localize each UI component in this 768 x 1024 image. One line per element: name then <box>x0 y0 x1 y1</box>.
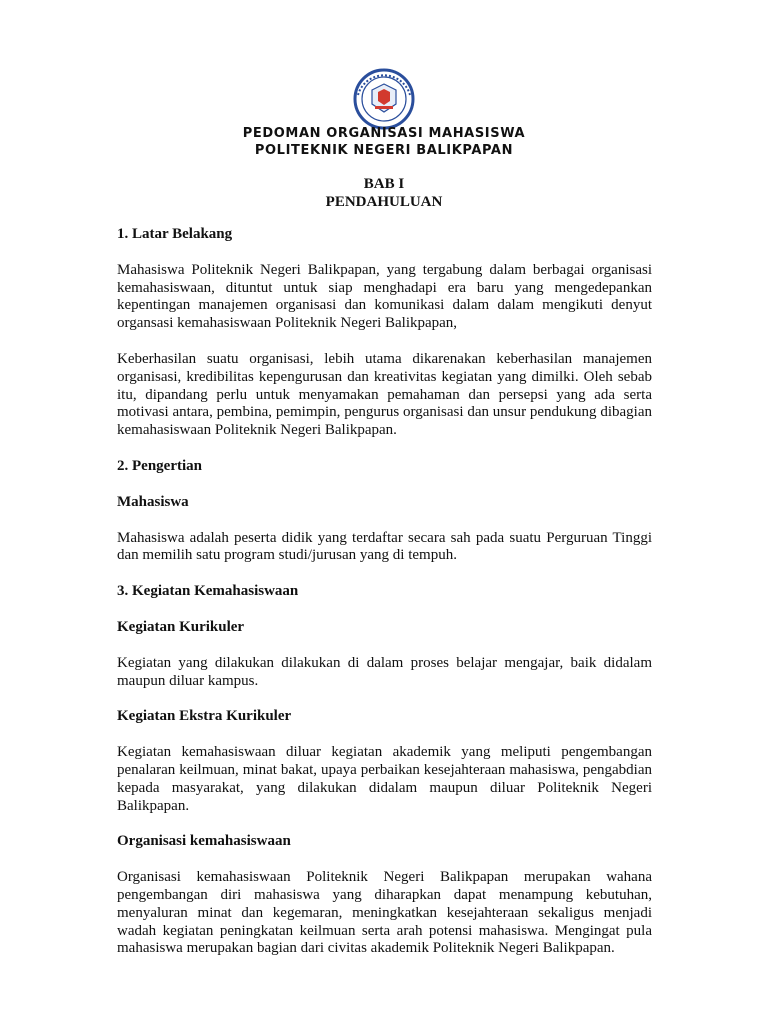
subsection-heading: Kegiatan Ekstra Kurikuler <box>117 708 292 725</box>
section-heading: 2. Pengertian <box>117 457 202 474</box>
chapter-title: PENDAHULUAN <box>325 194 443 210</box>
subsection-heading: Kegiatan Kurikuler <box>117 618 245 635</box>
paragraph: Kegiatan kemahasiswaan diluar kegiatan akademik yang meliputi pengembangan penalaran keilmuan, minat bakat, upaya perbaikan kesejahteraan mahasiswa, pengabdian kepada masyarakat, yang dilakukan didalam maupun diluar Politeknik Negeri Balikpapan. <box>117 744 652 814</box>
section-heading: 3. Kegiatan Kemahasiswaan <box>117 583 299 600</box>
chapter-number: BAB I <box>363 176 405 192</box>
paragraph: Mahasiswa Politeknik Negeri Balikpapan, yang tergabung dalam berbagai organisasi kemahasiswaan, dituntut untuk siap menghadapi era baru yang mengedepankan kepentingan manajemen organisasi dan komunikasi dalam dalam mengikuti denyut organsasi kemahasiswaan Politeknik Negeri Balikpapan, <box>117 261 652 332</box>
paragraph: Kegiatan yang dilakukan dilakukan di dalam proses belajar mengajar, baik didalam maupun diluar kampus. <box>117 654 652 689</box>
subsection-heading: Mahasiswa <box>117 493 189 510</box>
document-title-line2: POLITEKNIK NEGERI BALIKPAPAN <box>254 143 514 158</box>
paragraph: Keberhasilan suatu organisasi, lebih utama dikarenakan keberhasilan manajemen organisasi, kredibilitas kepengurusan dan kreativitas kegiatan yang dimilki. Oleh sebab itu, dipandang perlu untuk menyamakan pemahaman dan persepsi yang ada serta motivasi antara, pembina, pemimpin, pengurus organisasi dan unsur pendukung dibagian kemahasiswaan Politeknik Negeri Balikpapan. <box>117 350 652 439</box>
paragraph: Organisasi kemahasiswaan Politeknik Negeri Balikpapan merupakan wahana pengembangan diri mahasiswa yang diharapkan dapat menampung kebutuhan, menyaluran minat dan kegemaran, meningkatkan kesejahteraan sekaligus menjadi wadah kegiatan peningkatan keilmuan serta arah potensi mahasiswa. Mengingat pula mahasiswa merupakan bagian dari civitas akademik Politeknik Negeri Balikpapan. <box>117 869 652 957</box>
paragraph: Mahasiswa adalah peserta didik yang terdaftar secara sah pada suatu Perguruan Tinggi dan memilih satu program studi/jurusan yang di tempuh. <box>117 529 652 564</box>
college-seal-icon <box>342 68 426 130</box>
section-heading: 1. Latar Belakang <box>117 226 233 242</box>
document-title-line1: PEDOMAN ORGANISASI MAHASISWA <box>242 126 526 141</box>
document-body <box>117 226 652 976</box>
subsection-heading: Organisasi kemahasiswaan <box>117 833 291 850</box>
